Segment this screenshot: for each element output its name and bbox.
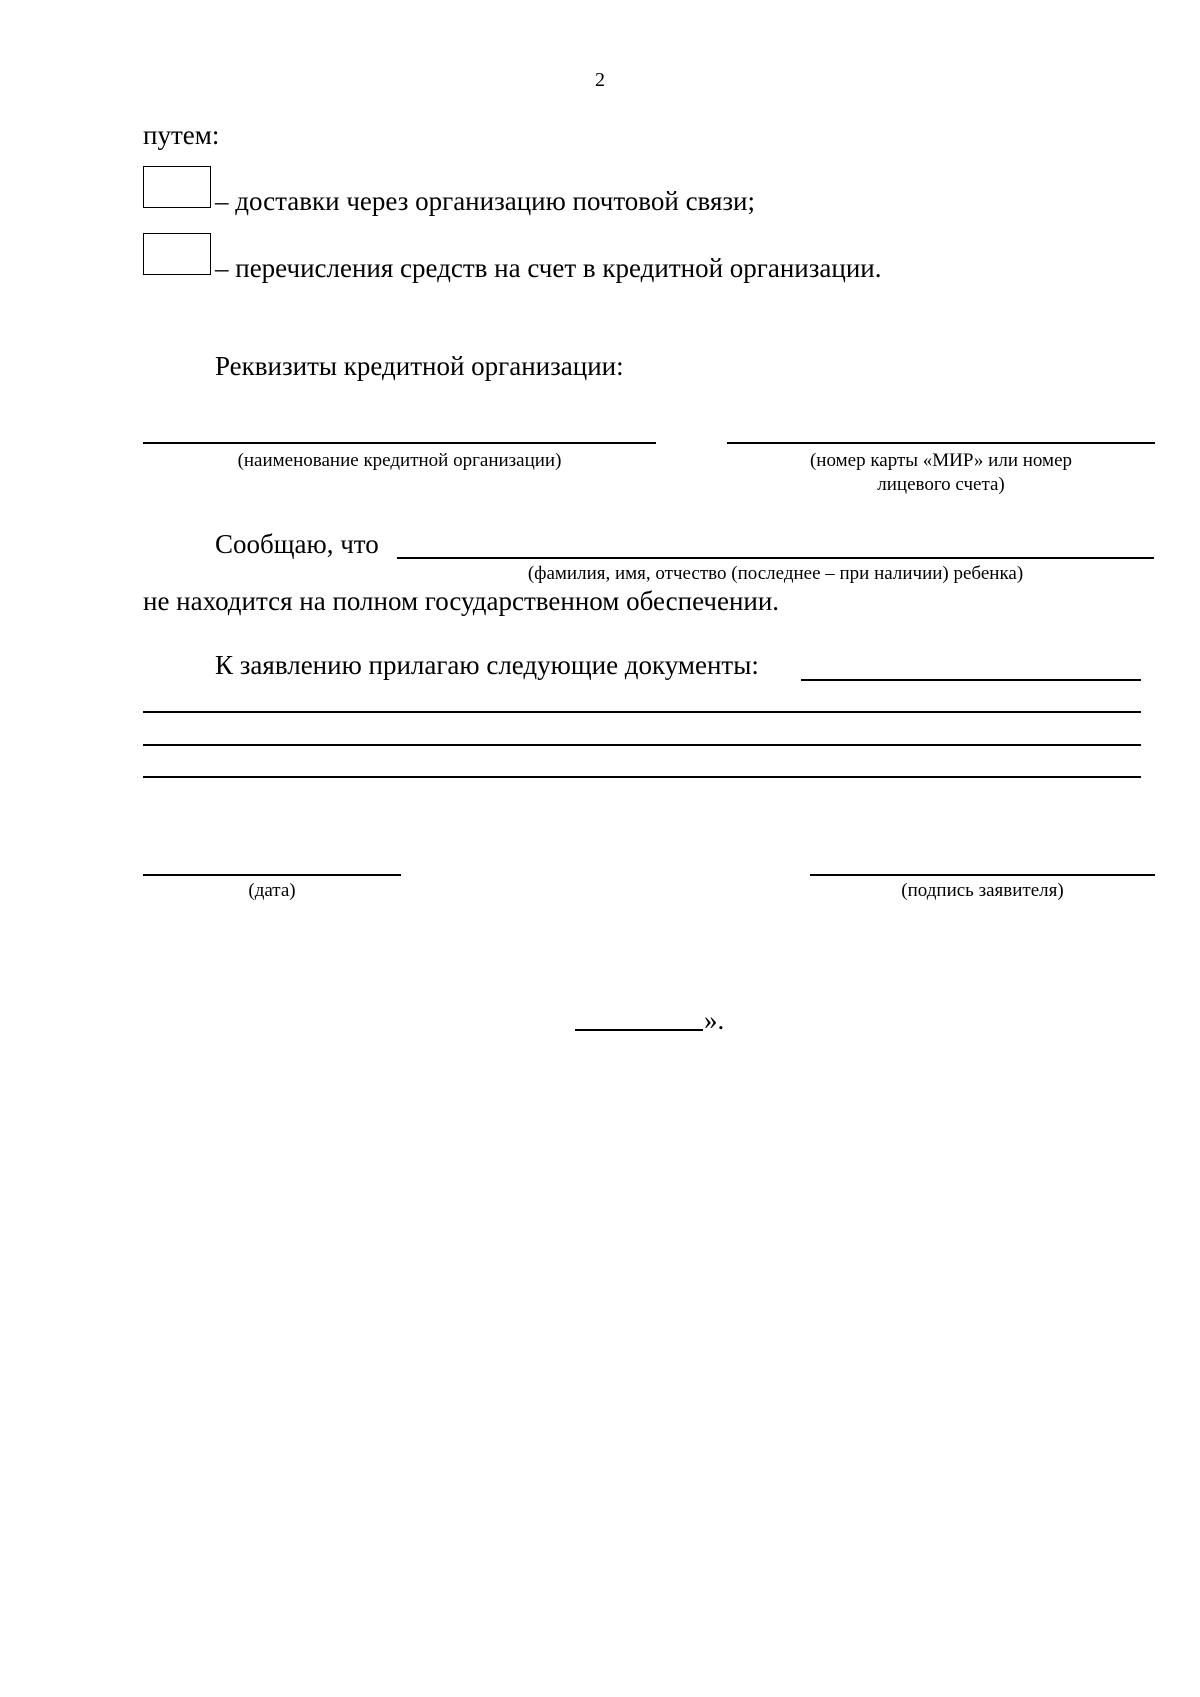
card-number-field[interactable]: [727, 442, 1155, 444]
card-number-caption-line1: (номер карты «МИР» или номер: [809, 450, 1073, 471]
bank-details-heading: Реквизиты кредитной организации:: [215, 351, 624, 381]
documents-line-2[interactable]: [143, 711, 1141, 713]
child-name-caption: (фамилия, имя, отчество (последнее – при наличии) ребенка): [527, 563, 1024, 584]
bank-transfer-label: – перечисления средств на счет в кредитной организации.: [215, 253, 882, 283]
child-status-text: не находится на полном государственном обеспечении.: [143, 586, 780, 616]
signature-field[interactable]: [810, 874, 1155, 876]
documents-line-3[interactable]: [143, 744, 1141, 746]
bank-transfer-checkbox[interactable]: [143, 233, 211, 275]
documents-line-1[interactable]: [801, 679, 1141, 681]
bank-name-caption: (наименование кредитной организации): [237, 450, 562, 471]
postal-delivery-label: – доставки через организацию почтовой связи;: [215, 186, 755, 216]
documents-lead-text: К заявлению прилагаю следующие документы:: [215, 650, 759, 680]
bank-name-field[interactable]: [143, 442, 656, 444]
postal-delivery-checkbox[interactable]: [143, 166, 211, 208]
child-lead-text: Сообщаю, что: [215, 529, 379, 559]
signature-caption: (подпись заявителя): [901, 880, 1064, 901]
child-name-field[interactable]: [397, 557, 1154, 559]
intro-text: путем:: [143, 120, 220, 150]
closing-line: [575, 1029, 703, 1031]
date-caption: (дата): [248, 880, 296, 901]
documents-line-4[interactable]: [143, 776, 1141, 778]
card-number-caption-line2: лицевого счета): [877, 474, 1005, 495]
page-number: 2: [595, 69, 605, 91]
closing-quote: ».: [704, 1005, 725, 1035]
date-field[interactable]: [143, 874, 401, 876]
